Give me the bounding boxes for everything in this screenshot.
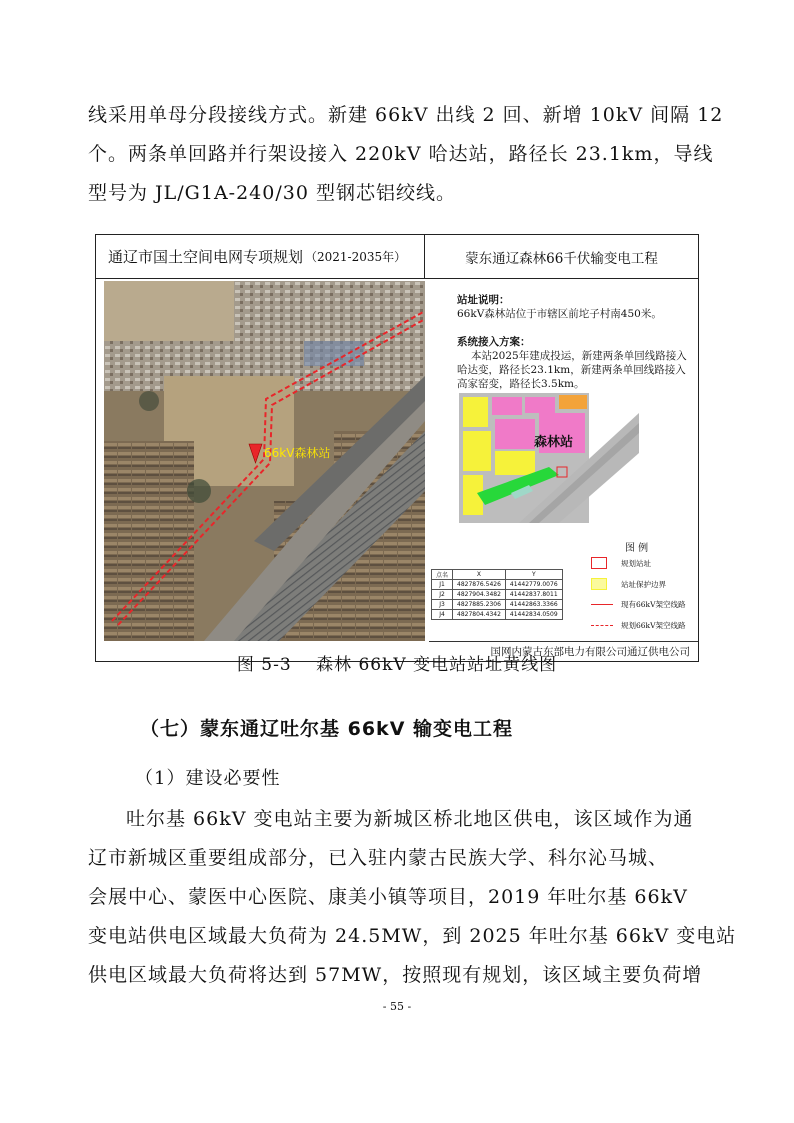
access-title: 系统接入方案： [457,336,531,348]
table-row [432,590,563,600]
legend-label: 规划站址 [621,558,651,568]
section-heading: （七）蒙东通辽吐尔基 66kV 输变电工程 [140,718,514,740]
site-description [457,293,662,321]
table-row [432,600,563,610]
figure-header-left [96,235,425,278]
inset-map [459,393,639,523]
access-line: 高家窑变，路径长3.5km。 [457,378,585,390]
existing-line-symbol-icon [591,604,613,605]
table-cell: 41442837.8011 [505,590,562,600]
access-line: 哈达变，路径长23.1km，新建两条单回线路接入 [457,364,686,376]
station-label: 66kV森林站 [264,446,331,460]
legend-item [591,599,686,610]
inset-map-graphic [459,393,639,523]
table-cell: 4827804.4342 [453,610,506,620]
site-text: 66kV森林站位于市辖区前坨子村南450米。 [457,308,662,320]
planned-site-symbol-icon [591,557,607,569]
figure-caption: 图 5-3 森林 66kV 变电站站址黄线图 [236,655,558,675]
figure-header [96,235,698,279]
table-cell: J4 [432,610,453,620]
satellite-map [104,281,425,641]
paragraph-line: 会展中心、蒙医中心医院、康美小镇等项目，2019 年吐尔基 66kV [88,886,688,908]
plan-title: 通辽市国土空间电网专项规划 [108,248,304,266]
table-cell: 41442834.0509 [505,610,562,620]
protection-boundary-symbol-icon [591,578,607,590]
paragraph-line: 辽市新城区重要组成部分，已入驻内蒙古民族大学、科尔沁马城、 [88,847,669,869]
figure-footer: 国网内蒙古东部电力有限公司通辽供电公司 [429,641,698,661]
table-cell: J2 [432,590,453,600]
body-paragraph [88,800,737,995]
satellite-map-graphic [104,281,425,641]
top-paragraph [88,96,724,213]
table-row [432,610,563,620]
table-header: 点名 [432,570,453,580]
paragraph-line: 吐尔基 66kV 变电站主要为新城区桥北地区供电，该区域作为通 [126,808,694,830]
paragraph-line: 供电区域最大负荷将达到 57MW，按照现有规划，该区域主要负荷增 [88,964,703,986]
table-cell: J1 [432,580,453,590]
page-number: - 55 - [382,1000,412,1013]
info-panel [429,281,697,641]
table-cell: J3 [432,600,453,610]
paragraph-line: 线采用单母分段接线方式。新建 66kV 出线 2 回、新增 10kV 间隔 12 [88,104,724,126]
access-scheme [457,335,687,391]
legend-label: 站址保护边界 [621,579,666,589]
legend-item [591,578,666,590]
legend-title: 图 例 [625,543,649,554]
subsection-heading: （1）建设必要性 [135,768,281,789]
table-header: X [453,570,506,580]
legend-item [591,620,686,631]
table-cell: 41442779.0076 [505,580,562,590]
access-line: 本站2025年建成投运，新建两条单回线路接入 [471,350,687,362]
legend-label: 规划66kV架空线路 [621,621,686,630]
legend-item [591,557,651,569]
plan-years: （2021-2035年） [305,250,407,264]
table-cell: 4827885.2306 [453,600,506,610]
table-cell: 4827876.5426 [453,580,506,590]
planned-line-symbol-icon [591,625,613,626]
inset-station-label: 森林站 [534,435,574,450]
site-map-figure [95,234,699,662]
paragraph-line: 变电站供电区域最大负荷为 24.5MW，到 2025 年吐尔基 66kV 变电站 [88,925,737,947]
legend-label: 现有66kV架空线路 [621,600,686,609]
table-header-row [432,570,563,580]
table-header: Y [505,570,562,580]
project-title: 蒙东通辽森林66千伏输变电工程 [465,250,658,267]
coordinates-table [431,569,563,620]
site-title: 站址说明： [457,294,510,306]
table-row [432,580,563,590]
paragraph-line: 型号为 JL/G1A-240/30 型钢芯铝绞线。 [88,182,456,204]
table-cell: 41442863.3366 [505,600,562,610]
paragraph-line: 个。两条单回路并行架设接入 220kV 哈达站，路径长 23.1km，导线 [88,143,714,165]
table-cell: 4827904.3482 [453,590,506,600]
